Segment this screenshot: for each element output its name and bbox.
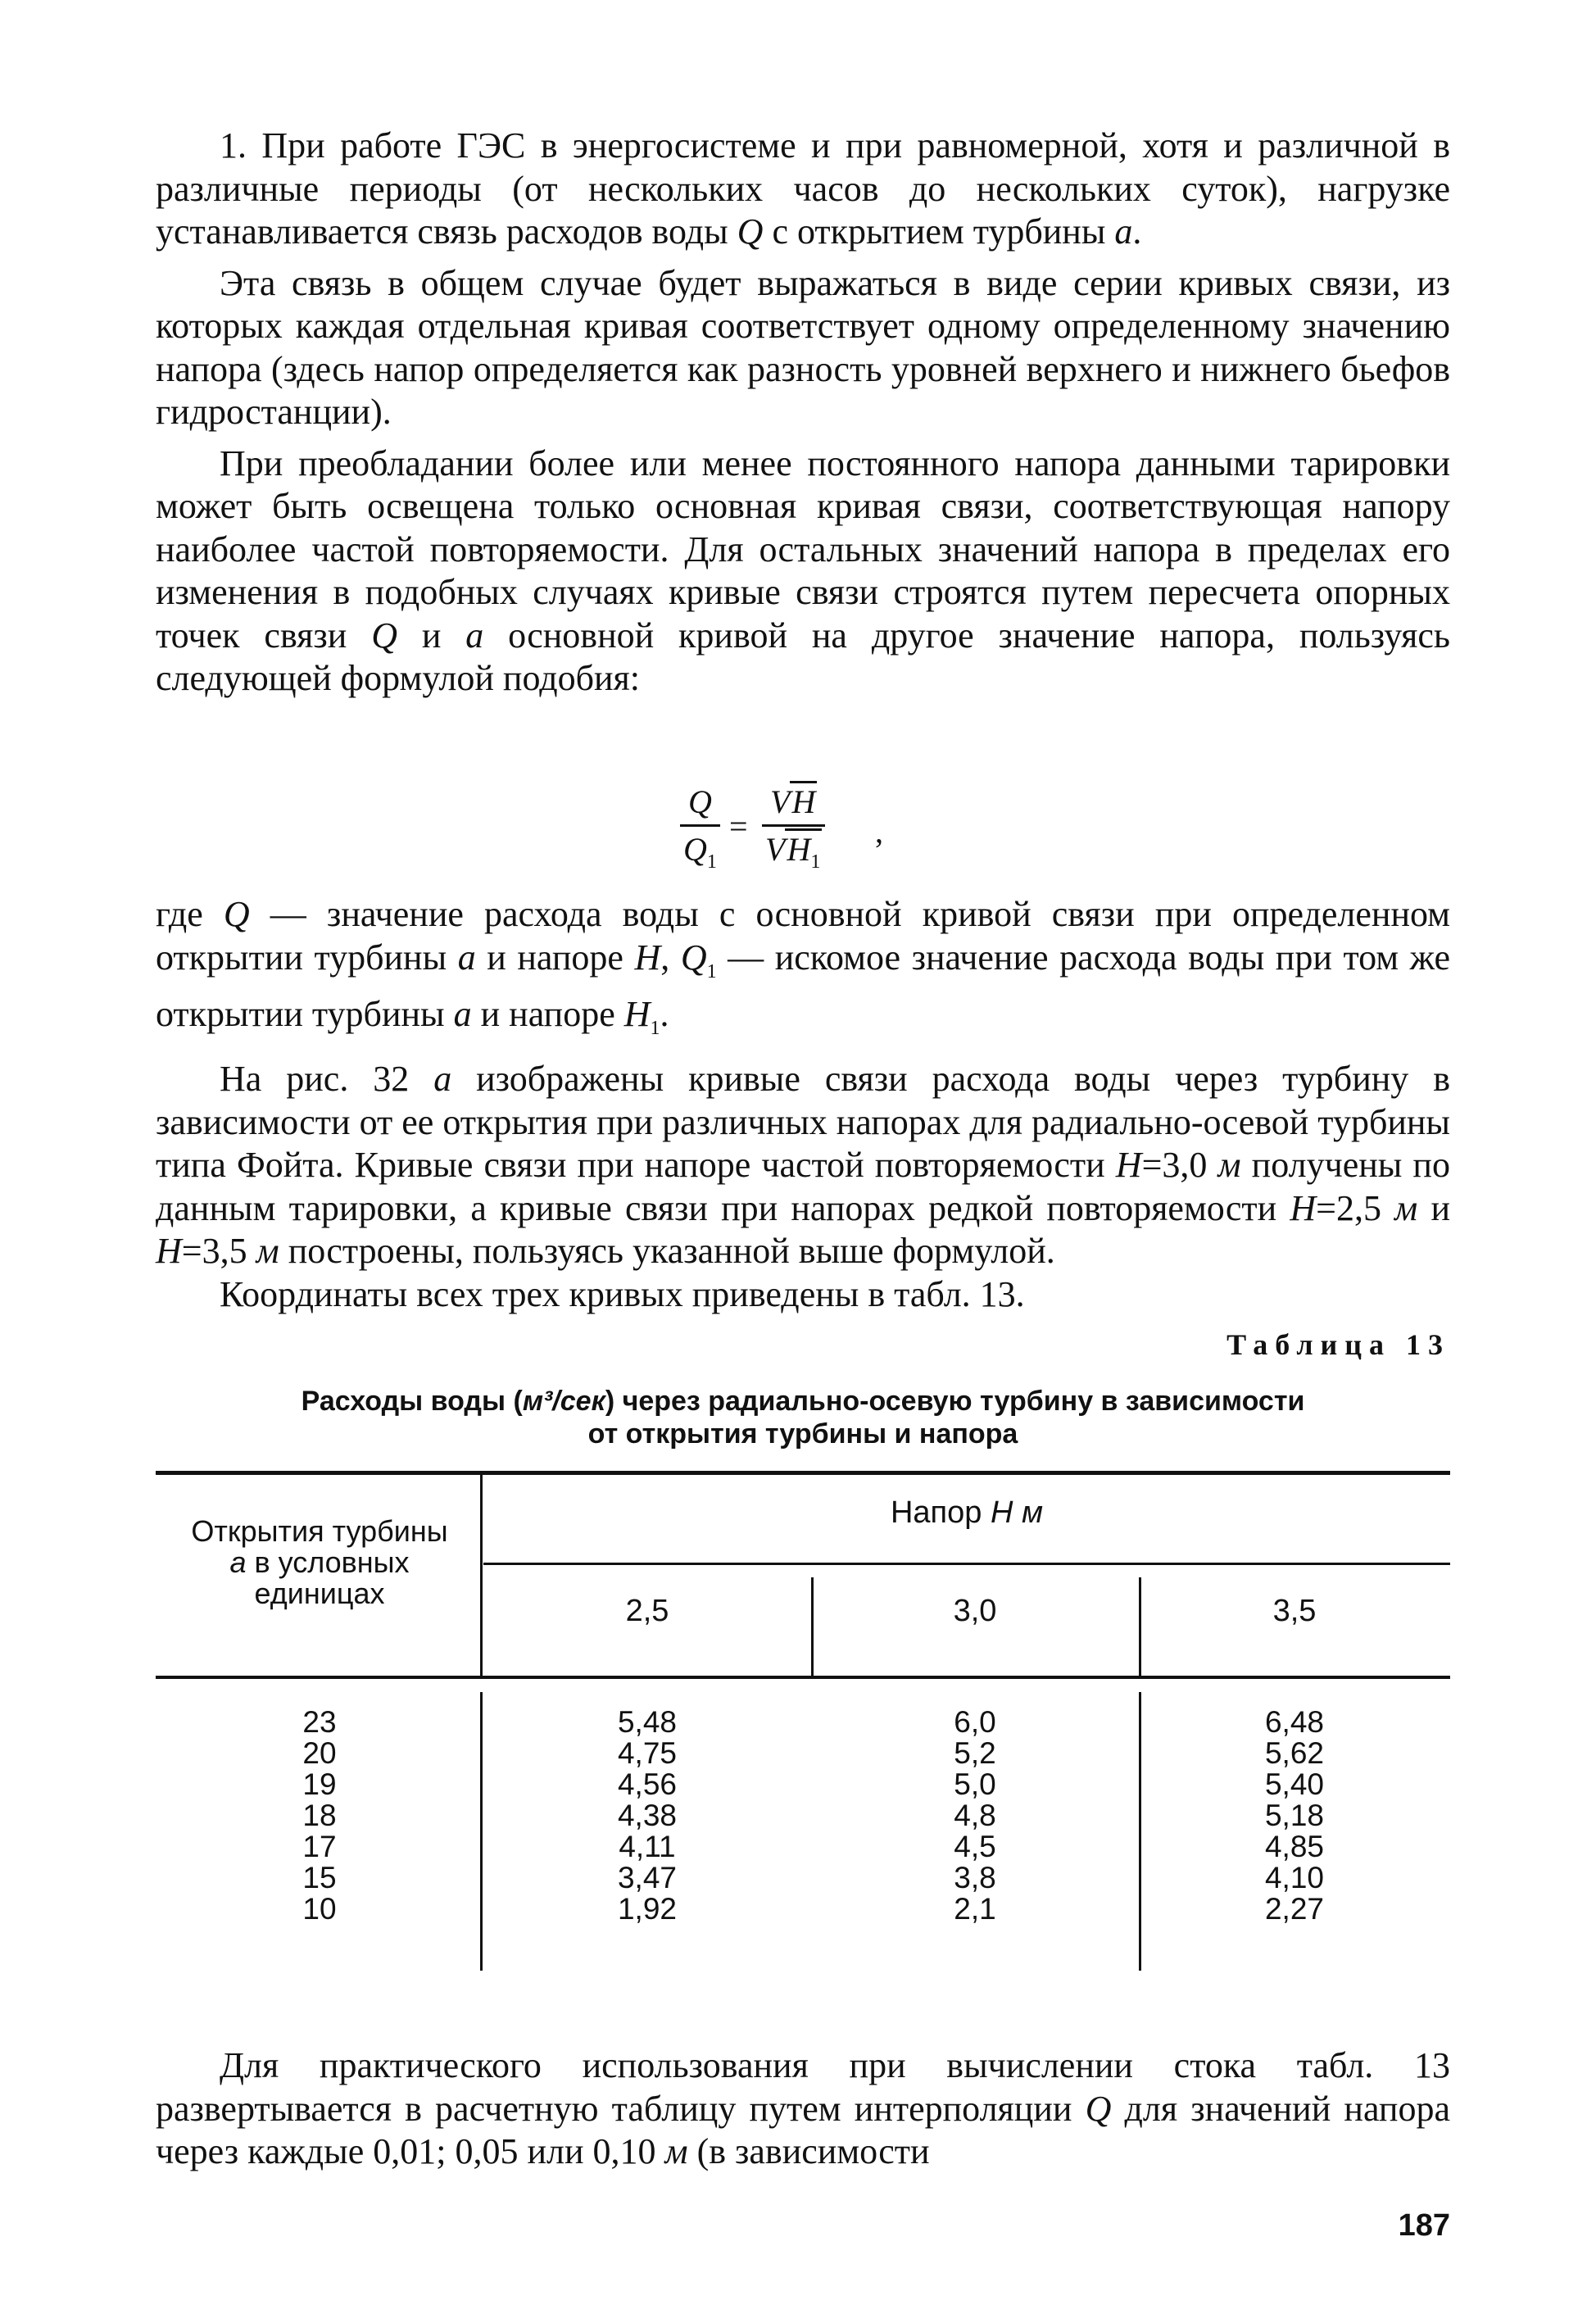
table-cell: 5,62 — [1264, 1736, 1324, 1770]
table-cell: 3,47 — [617, 1861, 677, 1894]
text-block-lower — [156, 2044, 1450, 2174]
head-header: Напор H м — [890, 1495, 1044, 1530]
formula-lhs-fraction: $\frac{Q}{Q_1}$ — [680, 783, 720, 873]
table-cell: 17 — [302, 1830, 337, 1863]
table-cell: 5,0 — [954, 1767, 996, 1801]
table-cell: 19 — [302, 1767, 337, 1801]
table-cell: 4,38 — [617, 1799, 677, 1832]
column-openings — [156, 1707, 483, 1925]
table-cell: 10 — [302, 1892, 337, 1926]
paragraph-hydro-load: 1. При работе ГЭС в энергосистеме и при равномерной, хотя и различной в различные периоды (от нескольких часов до нескольких суток), нагрузке устанавливается связь расходов воды Q с открытием турбины a. — [156, 125, 1450, 252]
paragraph-similarity-intro: При преобладании более или менее постоянного напора данными тарировки может быть освещена только основная кривая связи, соответствующая напору наиболее частой повторяемости. Для остальных значений напора в пределах его изменения в подобных случаях кривые связи строятся путем пересчета опорных точек связи Q и a основной кривой на другое значение напора, пользуясь следующей формулой подобия: — [156, 442, 1451, 698]
table-cell: 5,2 — [954, 1736, 996, 1770]
paragraph-interpolation: Для практического использования при вычислении стока табл. 13 развертывается в расчетную таблицу путем интерполяции Q для значений напора через каждые 0,01; 0,05 или 0,10 м (в зависимости — [156, 2045, 1450, 2171]
table-cell: 4,10 — [1264, 1861, 1324, 1894]
column-head-3-5 — [1139, 1707, 1450, 1925]
discharge-table — [156, 1471, 1450, 1987]
table-cell: 18 — [302, 1799, 337, 1832]
table-cell: 23 — [302, 1705, 337, 1739]
table-cell: 4,5 — [954, 1830, 996, 1863]
table-cell: 15 — [302, 1861, 337, 1894]
paragraph-curve-series: Эта связь в общем случае будет выражаться в виде серии кривых связи, из которых каждая отдельная кривая соответствует одному определенному значению напора (здесь напор определяется как разность уровней верхнего и нижнего бьефов гидростанции). — [156, 262, 1450, 432]
column-head-3-0 — [811, 1707, 1139, 1925]
table-cell: 5,48 — [617, 1705, 677, 1739]
table-cell: 2,27 — [1264, 1892, 1324, 1926]
paragraph-figure-32: На рис. 32 a изображены кривые связи расхода воды через турбину в зависимости от ее открытия при различных напорах для радиально-осевой турбины типа Фойта. Кривые связи при напоре частой повторяемости H=3,0 м получены по данным тарировки, а кривые связи при напорах редкой повторяемости H=2,5 м и H=3,5 м построены, пользуясь указанной выше формулой. — [156, 1059, 1450, 1272]
table-head-rule — [483, 1563, 1450, 1565]
formula-comma: , — [875, 813, 883, 850]
paragraph-table-reference: Координаты всех трех кривых приведены в табл. 13. — [220, 1273, 1025, 1314]
text-block-middle — [156, 893, 1450, 1316]
table-header-bottom-rule — [156, 1676, 1450, 1679]
table-cell: 3,8 — [954, 1861, 996, 1894]
table-cell: 4,85 — [1264, 1830, 1324, 1863]
table-cell: 4,75 — [617, 1736, 677, 1770]
column-head-2-5 — [483, 1707, 811, 1925]
table-cell: 5,40 — [1264, 1767, 1324, 1801]
similarity-formula — [680, 783, 926, 881]
table-cell: 20 — [302, 1736, 337, 1770]
table-cell: 2,1 — [954, 1892, 996, 1926]
formula-rhs-fraction: $\frac{VH}{VH_1}$ — [762, 783, 825, 873]
table-top-rule — [156, 1471, 1450, 1475]
table-cell: 5,18 — [1264, 1799, 1324, 1832]
table-cell: 1,92 — [617, 1892, 677, 1926]
stub-header: Открытия турбины a в условных единицах — [191, 1514, 448, 1610]
table-label: Таблица 13 — [1226, 1328, 1450, 1361]
table-cell: 4,11 — [619, 1830, 676, 1863]
column-header: 3,5 — [1272, 1594, 1317, 1628]
table-cell: 4,56 — [617, 1767, 677, 1801]
table-caption: Расходы воды (м³/сек) через радиально-осевую турбину в зависимости от открытия турбины и напора — [301, 1386, 1305, 1450]
table-cell: 6,48 — [1264, 1705, 1324, 1739]
table-cell: 4,8 — [954, 1799, 996, 1832]
paragraph-formula-legend: где Q — значение расхода воды с основной кривой связи при определенном открытии турбины a и напоре H, $Q_1$ — искомое значение расхода воды при том же открытии турбины a и напоре $H_1$. — [156, 894, 1451, 1039]
table-cell: 6,0 — [954, 1705, 996, 1739]
column-header: 2,5 — [625, 1594, 669, 1628]
text-block-upper — [156, 125, 1450, 701]
formula-equals: = — [729, 808, 748, 845]
column-header: 3,0 — [953, 1594, 997, 1628]
page-number: 187 — [1398, 2208, 1450, 2243]
